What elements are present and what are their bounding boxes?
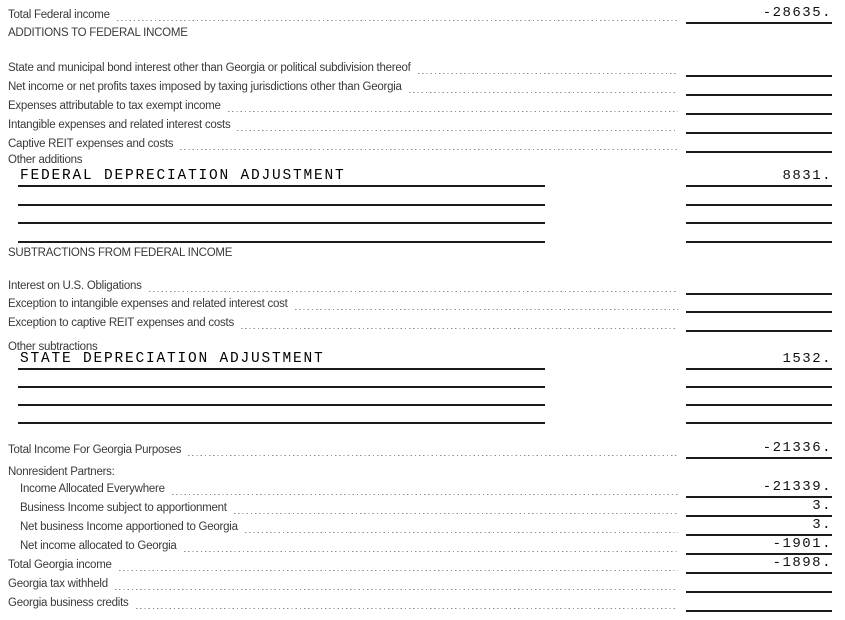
row-business-income-apportionment: [20, 500, 832, 517]
row-label: Net income allocated to Georgia: [20, 540, 177, 552]
dotted-leader: [172, 494, 678, 496]
row-total-georgia-income: [8, 557, 832, 574]
dotted-leader: [245, 532, 678, 534]
row-net-income-taxes-other-jurisdictions: [8, 79, 832, 96]
amount-field[interactable]: -28635.: [686, 6, 832, 24]
dotted-leader: [409, 92, 678, 94]
dotted-leader: [117, 20, 678, 22]
row-other-subtraction-3: [8, 388, 832, 406]
amount-field[interactable]: [686, 292, 832, 295]
dotted-leader: [188, 455, 678, 457]
row-label: Georgia business credits: [8, 597, 129, 609]
writein-field[interactable]: [18, 225, 545, 243]
amount-field[interactable]: [686, 421, 832, 424]
row-label: Business Income subject to apportionment: [20, 502, 227, 514]
row-label: Total Income For Georgia Purposes: [8, 444, 182, 456]
amount-field[interactable]: [686, 221, 832, 224]
amount-field[interactable]: [686, 590, 832, 593]
writein-field[interactable]: [18, 370, 545, 388]
section-header-label: Nonresident Partners:: [8, 466, 115, 478]
row-label: Total Georgia income: [8, 559, 112, 571]
row-label: Net income or net profits taxes imposed by taxing jurisdictions other than Georgia: [8, 81, 402, 93]
dotted-leader: [418, 73, 678, 75]
dotted-leader: [295, 309, 678, 311]
amount-field[interactable]: 3.: [686, 518, 832, 536]
amount-field[interactable]: [686, 310, 832, 313]
row-other-subtraction-1: [8, 352, 832, 370]
row-other-addition-3: [8, 206, 832, 224]
section-header-additions: [8, 27, 832, 40]
row-income-allocated-everywhere: [20, 481, 832, 498]
section-header-nonresident-partners: [8, 466, 832, 479]
row-label: Interest on U.S. Obligations: [8, 280, 142, 292]
writein-field[interactable]: [18, 406, 545, 424]
row-net-business-income-georgia: [20, 519, 832, 536]
row-interest-us-obligations: [8, 278, 832, 295]
row-other-subtraction-2: [8, 370, 832, 388]
dotted-leader: [115, 589, 678, 591]
amount-field[interactable]: [686, 131, 832, 134]
row-total-federal-income: [8, 7, 832, 24]
dotted-leader: [149, 291, 678, 293]
amount-field[interactable]: [686, 150, 832, 153]
amount-field[interactable]: -1901.: [686, 537, 832, 555]
row-label: Intangible expenses and related interest costs: [8, 119, 231, 131]
amount-field[interactable]: [686, 74, 832, 77]
row-georgia-tax-withheld: [8, 576, 832, 593]
section-header-subtractions: [8, 247, 832, 260]
dotted-leader: [237, 130, 678, 132]
dotted-leader: [180, 149, 678, 151]
row-other-addition-2: [8, 188, 832, 206]
row-other-addition-4: [8, 225, 832, 243]
dotted-leader: [234, 513, 678, 515]
amount-field[interactable]: [686, 112, 832, 115]
row-other-addition-1: [8, 169, 832, 187]
row-exception-intangible-expenses: [8, 296, 832, 313]
amount-field[interactable]: [686, 240, 832, 243]
row-captive-reit-expenses: [8, 136, 832, 153]
amount-field[interactable]: [686, 93, 832, 96]
row-net-income-allocated-georgia: [20, 538, 832, 555]
row-exception-captive-reit: [8, 315, 832, 332]
row-expenses-tax-exempt-income: [8, 98, 832, 115]
dotted-leader: [228, 111, 678, 113]
dotted-leader: [136, 608, 678, 610]
row-state-municipal-bond-interest: [8, 60, 832, 77]
section-header-other-additions: [8, 154, 832, 167]
writein-field[interactable]: STATE DEPRECIATION ADJUSTMENT: [18, 352, 545, 370]
row-label: Total Federal income: [8, 9, 110, 21]
dotted-leader: [184, 551, 678, 553]
row-label: Exception to intangible expenses and related interest cost: [8, 298, 288, 310]
amount-field[interactable]: -21336.: [686, 441, 832, 459]
amount-field[interactable]: 8831.: [686, 169, 832, 187]
row-label: Exception to captive REIT expenses and costs: [8, 317, 234, 329]
writein-field[interactable]: [18, 388, 545, 406]
row-georgia-business-credits: [8, 595, 832, 612]
amount-field[interactable]: [686, 329, 832, 332]
row-label: Captive REIT expenses and costs: [8, 138, 174, 150]
amount-field[interactable]: -21339.: [686, 480, 832, 498]
dotted-leader: [241, 328, 678, 330]
row-intangible-expenses: [8, 117, 832, 134]
row-total-income-georgia-purposes: [8, 442, 832, 459]
row-label: Georgia tax withheld: [8, 578, 108, 590]
writein-field[interactable]: [18, 206, 545, 224]
section-header-label: ADDITIONS TO FEDERAL INCOME: [8, 27, 188, 39]
amount-field[interactable]: 1532.: [686, 352, 832, 370]
section-header-label: SUBTRACTIONS FROM FEDERAL INCOME: [8, 247, 233, 259]
amount-field[interactable]: 3.: [686, 499, 832, 517]
section-header-label: Other subtractions: [8, 341, 98, 353]
row-label: Net business Income apportioned to Georgia: [20, 521, 238, 533]
row-label: State and municipal bond interest other than Georgia or political subdivision thereof: [8, 62, 411, 74]
row-label: Income Allocated Everywhere: [20, 483, 165, 495]
writein-field[interactable]: FEDERAL DEPRECIATION ADJUSTMENT: [18, 169, 545, 187]
section-header-label: Other additions: [8, 154, 83, 166]
row-other-subtraction-4: [8, 406, 832, 424]
amount-field[interactable]: [686, 609, 832, 612]
writein-field[interactable]: [18, 188, 545, 206]
amount-field[interactable]: -1898.: [686, 556, 832, 574]
dotted-leader: [119, 570, 678, 572]
row-label: Expenses attributable to tax exempt income: [8, 100, 221, 112]
